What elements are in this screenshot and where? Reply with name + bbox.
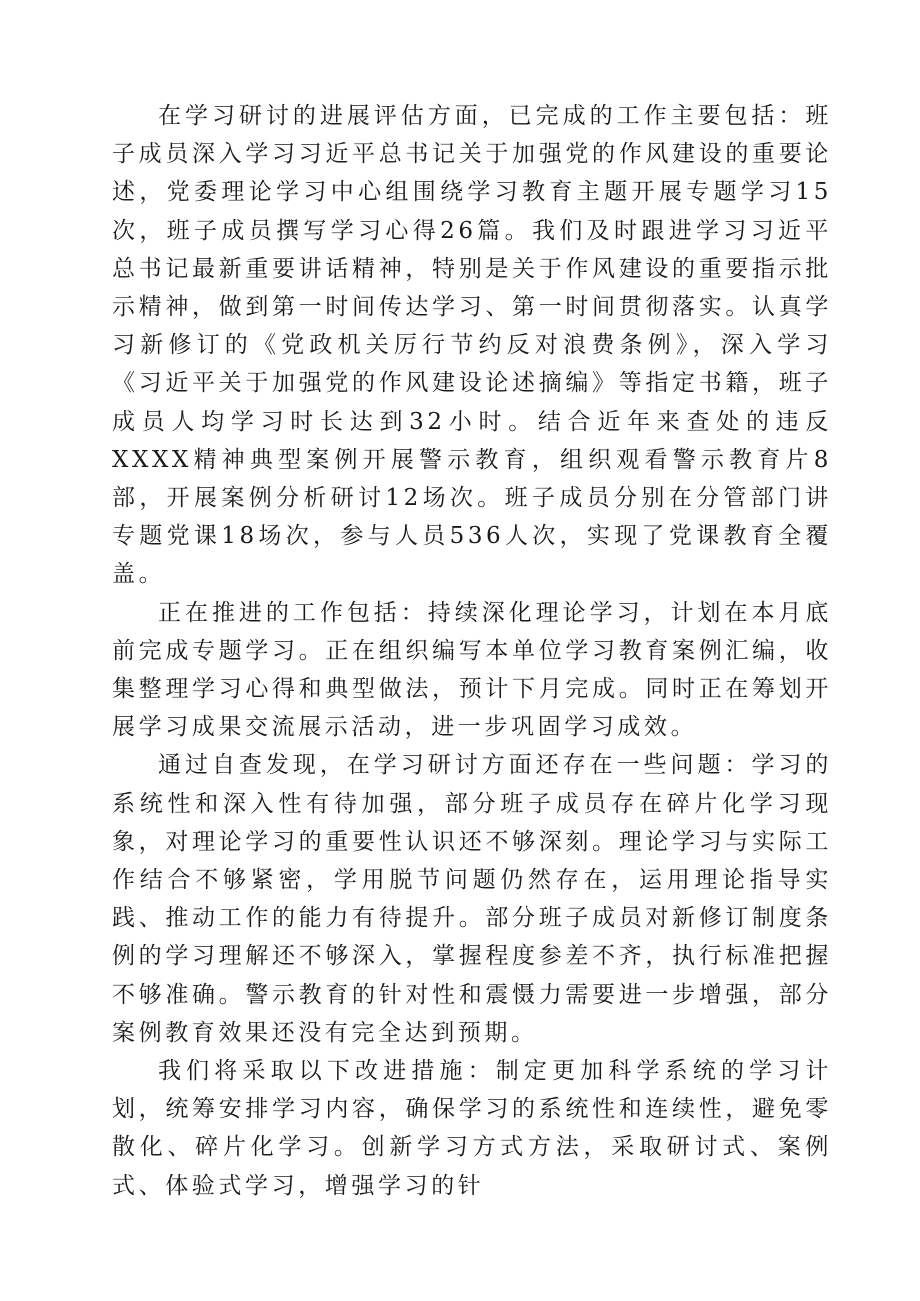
paragraph-problems-found: 通过自查发现，在学习研讨方面还存在一些问题：学习的系统性和深入性有待加强，部分班子成员存在碎片化学习现象，对理论学习的重要性认识还不够深刻。理论学习与实际工作结合不够紧密，学用脱节问题仍然存在，运用理论指导实践、推动工作的能力有待提升。部分班子成员对新修订制度条例的学习理解还不够深入，掌握程度参差不齐，执行标准把握不够准确。警示教育的针对性和震慑力需要进一步增强，部分案例教育效果还没有完全达到预期。 <box>112 752 832 1046</box>
paragraph-work-in-progress: 正在推进的工作包括：持续深化理论学习，计划在本月底前完成专题学习。正在组织编写本单位学习教育案例汇编，收集整理学习心得和典型做法，预计下月完成。同时正在筹划开展学习成果交流展示活动，进一步巩固学习成效。 <box>112 599 832 741</box>
paragraph-progress-completed: 在学习研讨的进展评估方面，已完成的工作主要包括：班子成员深入学习习近平总书记关于加强党的作风建设的重要论述，党委理论学习中心组围绕学习教育主题开展专题学习15次，班子成员撰写学习心得26篇。我们及时跟进学习习近平总书记最新重要讲话精神，特别是关于作风建设的重要指示批示精神，做到第一时间传达学习、第一时间贯彻落实。认真学习新修订的《党政机关厉行节约反对浪费条例》，深入学习《习近平关于加强党的作风建设论述摘编》等指定书籍，班子成员人均学习时长达到32小时。结合近年来查处的违反XXXX精神典型案例开展警示教育，组织观看警示教育片8部，开展案例分析研讨12场次。班子成员分别在分管部门讲专题党课18场次，参与人员536人次，实现了党课教育全覆盖。 <box>112 103 832 588</box>
paragraph-improvement-measures: 我们将采取以下改进措施：制定更加科学系统的学习计划，统筹安排学习内容，确保学习的系统性和连续性，避免零散化、碎片化学习。创新学习方式方法，采取研讨式、案例式、体验式学习，增强学习的针 <box>112 1058 832 1199</box>
document-body <box>112 97 832 1205</box>
